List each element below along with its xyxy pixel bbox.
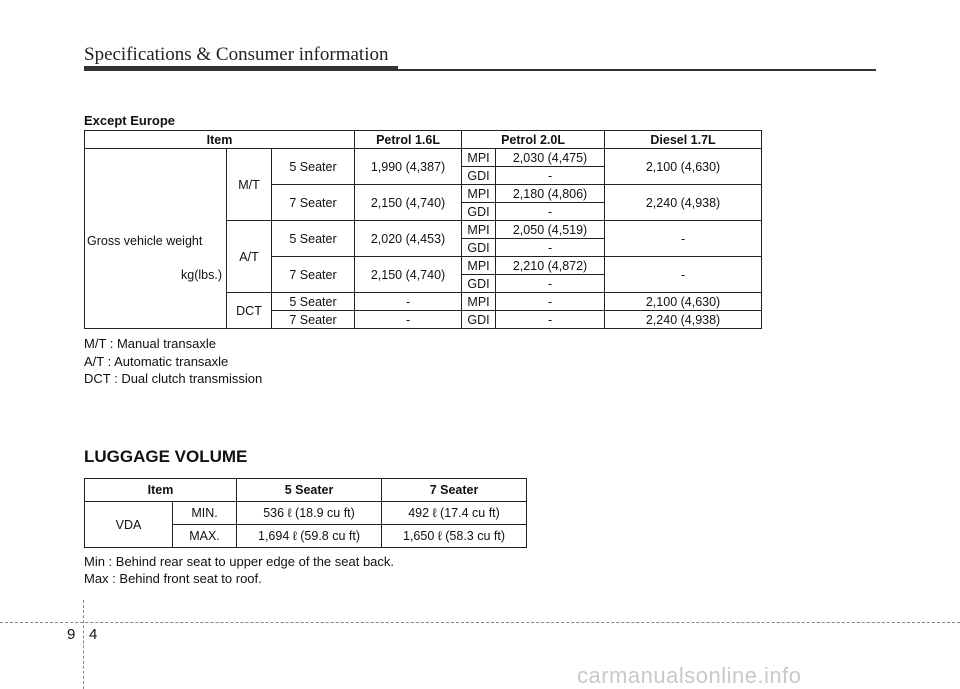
page-header-title: Specifications & Consumer information (84, 44, 389, 65)
value-cell: 2,180 (4,806) (496, 185, 605, 203)
value-cell: - (355, 311, 462, 329)
header-petrol-20: Petrol 2.0L (462, 131, 605, 149)
header-7-seater: 7 Seater (382, 479, 527, 502)
at-label: A/T (227, 221, 272, 293)
value-cell: - (496, 311, 605, 329)
seat-cell: 5 Seater (272, 293, 355, 311)
value-cell: 536 ℓ (18.9 cu ft) (237, 502, 382, 525)
note-line: Min : Behind rear seat to upper edge of the seat back. (84, 554, 395, 569)
luggage-notes (84, 553, 394, 587)
table-row (85, 502, 527, 525)
seat-cell: 5 Seater (272, 149, 355, 185)
value-cell: 2,100 (4,630) (605, 149, 762, 185)
value-cell: 2,150 (4,740) (355, 257, 462, 293)
engine-cell: GDI (462, 167, 496, 185)
table-header-row (85, 131, 762, 149)
value-cell: 2,050 (4,519) (496, 221, 605, 239)
value-cell: - (496, 239, 605, 257)
seat-cell: 7 Seater (272, 185, 355, 221)
dct-label: DCT (227, 293, 272, 329)
header-thick-rule (84, 66, 398, 71)
value-cell: - (605, 257, 762, 293)
value-cell: 2,150 (4,740) (355, 185, 462, 221)
table-row (85, 149, 762, 167)
value-cell: 2,020 (4,453) (355, 221, 462, 257)
value-cell: 2,240 (4,938) (605, 185, 762, 221)
engine-cell: MPI (462, 221, 496, 239)
max-label: MAX. (173, 525, 237, 548)
item-cell (85, 149, 227, 329)
engine-cell: MPI (462, 293, 496, 311)
value-cell: 492 ℓ (17.4 cu ft) (382, 502, 527, 525)
table-header-row (85, 479, 527, 502)
engine-cell: GDI (462, 311, 496, 329)
header-item: Item (85, 131, 355, 149)
note-line: DCT : Dual clutch transmission (84, 371, 263, 386)
gross-vehicle-weight-label: Gross vehicle weight (87, 234, 203, 248)
note-line: M/T : Manual transaxle (84, 336, 216, 351)
engine-cell: GDI (462, 239, 496, 257)
header-item: Item (85, 479, 237, 502)
engine-cell: MPI (462, 149, 496, 167)
value-cell: - (496, 203, 605, 221)
value-cell: - (355, 293, 462, 311)
note-line: Max : Behind front seat to roof. (84, 571, 262, 586)
value-cell: 1,650 ℓ (58.3 cu ft) (382, 525, 527, 548)
transmission-notes (84, 335, 262, 388)
seat-cell: 7 Seater (272, 311, 355, 329)
header-diesel-17: Diesel 1.7L (605, 131, 762, 149)
seat-cell: 7 Seater (272, 257, 355, 293)
engine-cell: GDI (462, 275, 496, 293)
header-petrol-16: Petrol 1.6L (355, 131, 462, 149)
mt-label: M/T (227, 149, 272, 221)
value-cell: 2,100 (4,630) (605, 293, 762, 311)
value-cell: 2,240 (4,938) (605, 311, 762, 329)
luggage-volume-title: LUGGAGE VOLUME (84, 447, 248, 466)
footer-vertical-divider (83, 600, 84, 689)
gross-weight-table (84, 130, 762, 329)
value-cell: 1,990 (4,387) (355, 149, 462, 185)
value-cell: 1,694 ℓ (59.8 cu ft) (237, 525, 382, 548)
section-label: Except Europe (84, 113, 176, 128)
watermark-text: carmanualsonline.info (577, 663, 802, 688)
value-cell: - (496, 275, 605, 293)
seat-cell: 5 Seater (272, 221, 355, 257)
engine-cell: MPI (462, 185, 496, 203)
value-cell: 2,030 (4,475) (496, 149, 605, 167)
page-number-section: 9 (67, 626, 76, 643)
value-cell: - (496, 293, 605, 311)
vda-label: VDA (85, 502, 173, 548)
engine-cell: GDI (462, 203, 496, 221)
header-5-seater: 5 Seater (237, 479, 382, 502)
value-cell: - (605, 221, 762, 257)
note-line: A/T : Automatic transaxle (84, 353, 229, 369)
luggage-table (84, 478, 527, 548)
value-cell: - (496, 167, 605, 185)
engine-cell: MPI (462, 257, 496, 275)
value-cell: 2,210 (4,872) (496, 257, 605, 275)
unit-label: kg(lbs.) (181, 268, 222, 282)
page-number: 4 (89, 626, 98, 643)
min-label: MIN. (173, 502, 237, 525)
header-thin-rule (398, 69, 876, 71)
footer-divider (0, 622, 960, 623)
